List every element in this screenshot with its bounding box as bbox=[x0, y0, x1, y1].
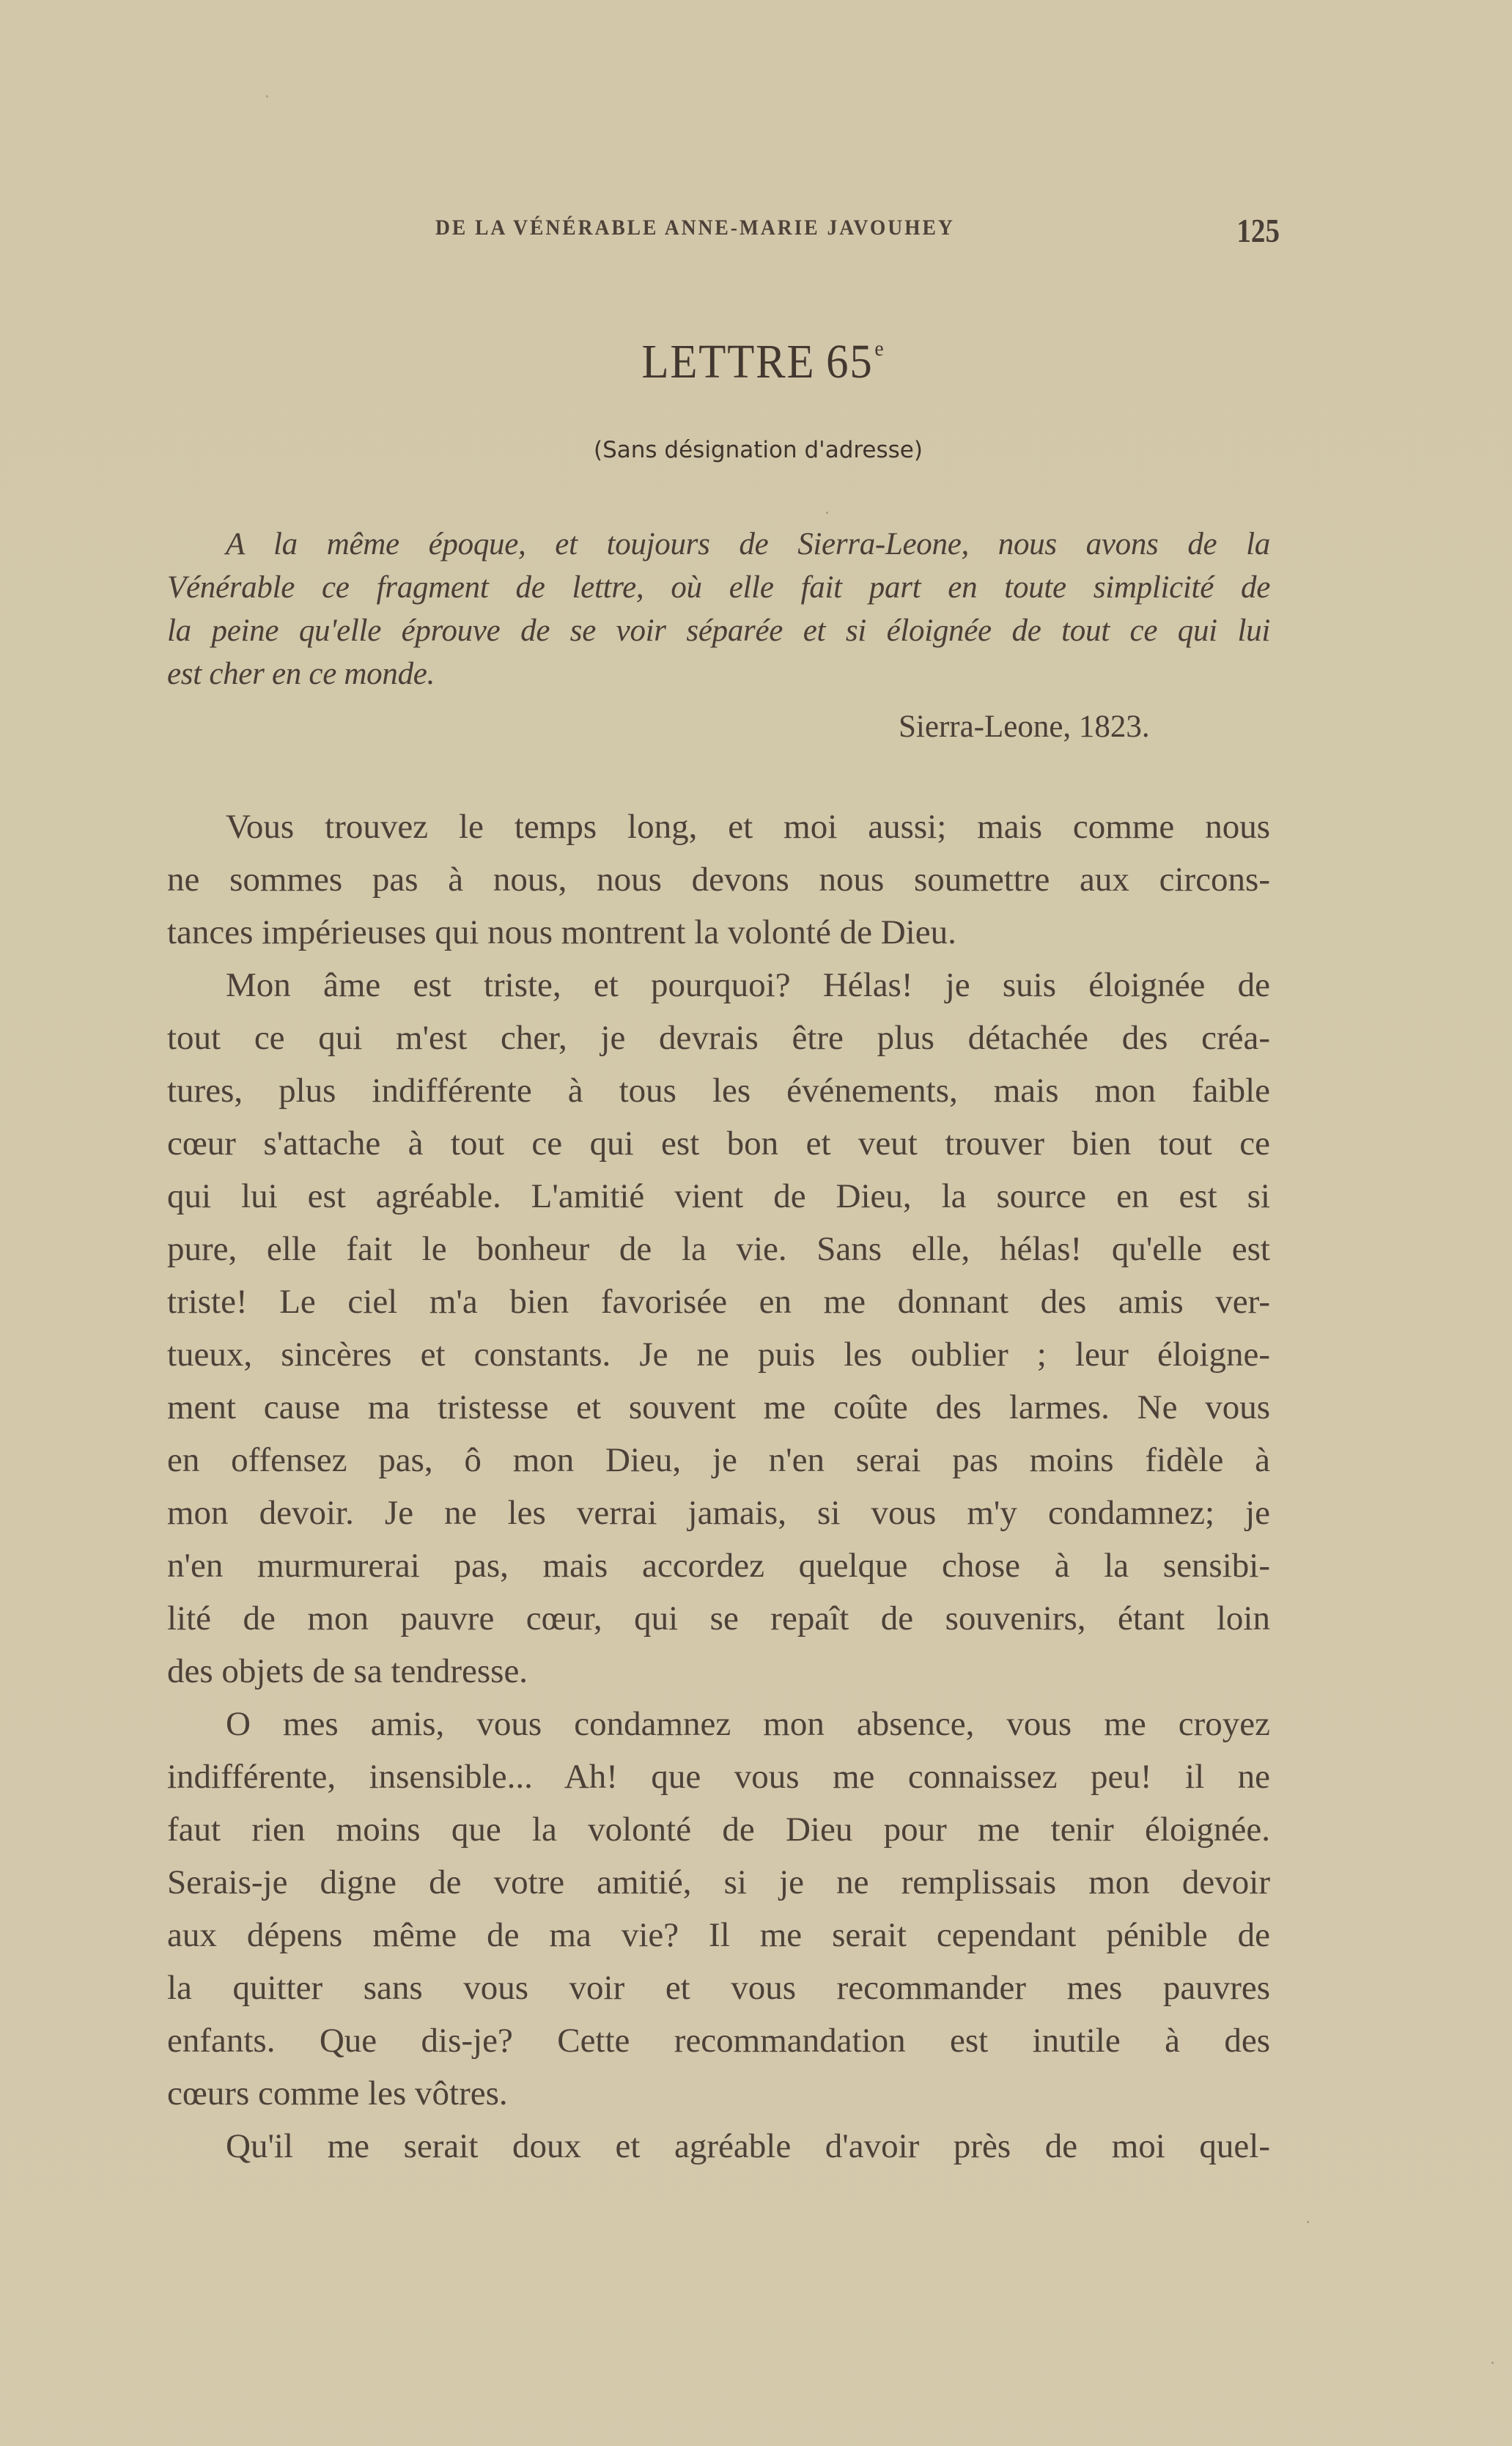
body-line: tout ce qui m'est cher, je devrais être plus détachée des créa- bbox=[167, 1019, 1270, 1057]
body-line: la quitter sans vous voir et vous recommander mes pauvres bbox=[167, 1969, 1270, 2007]
body-line: tueux, sincères et constants. Je ne puis les oublier ; leur éloigne- bbox=[167, 1336, 1270, 1374]
running-title: DE LA VÉNÉRABLE ANNE-MARIE JAVOUHEY bbox=[435, 216, 955, 240]
body-line: pure, elle fait le bonheur de la vie. Sans elle, hélas! qu'elle est bbox=[167, 1230, 1270, 1268]
body-line: cœurs comme les vôtres. bbox=[167, 2074, 508, 2112]
running-header bbox=[435, 212, 1280, 249]
letter-number: 65 bbox=[826, 335, 874, 388]
body-line: ment cause ma tristesse et souvent me coûte des larmes. Ne vous bbox=[167, 1388, 1270, 1426]
body-line: tures, plus indifférente à tous les événements, mais mon faible bbox=[167, 1072, 1270, 1110]
body-line: cœur s'attache à tout ce qui est bon et veut trouver bien tout ce bbox=[167, 1124, 1270, 1163]
paper-speck bbox=[826, 512, 828, 514]
body-line: qui lui est agréable. L'amitié vient de Dieu, la source en est si bbox=[167, 1177, 1270, 1215]
subtitle-text: (Sans désignation d'adresse) bbox=[594, 437, 923, 463]
body-line: mon devoir. Je ne les verrai jamais, si vous m'y condamnez; je bbox=[167, 1494, 1270, 1532]
body-line: indifférente, insensible... Ah! que vous me connaissez peu! il ne bbox=[167, 1758, 1270, 1796]
body-line: Mon âme est triste, et pourquoi? Hélas! je suis éloignée de bbox=[226, 966, 1270, 1004]
intro-line: est cher en ce monde. bbox=[167, 657, 435, 691]
intro-line: A la même époque, et toujours de Sierra-Leone, nous avons de la bbox=[226, 527, 1270, 561]
body-line: en offensez pas, ô mon Dieu, je n'en serai pas moins fidèle à bbox=[167, 1441, 1270, 1479]
body-line: n'en murmurerai pas, mais accordez quelque chose à la sensibi- bbox=[167, 1547, 1270, 1585]
paper-speck bbox=[266, 95, 268, 97]
letter-title-word: LETTRE bbox=[641, 335, 816, 388]
body-line: faut rien moins que la volonté de Dieu pour me tenir éloignée. bbox=[167, 1810, 1270, 1849]
body-line: Serais-je digne de votre amitié, si je ne remplissais mon devoir bbox=[167, 1863, 1270, 1901]
intro-line: Vénérable ce fragment de lettre, où elle fait part en toute simplicité de bbox=[167, 570, 1270, 605]
body-line: lité de mon pauvre cœur, qui se repaît de souvenirs, étant loin bbox=[167, 1599, 1270, 1638]
body-line: des objets de sa tendresse. bbox=[167, 1652, 528, 1690]
body-line: aux dépens même de ma vie? Il me serait cependant pénible de bbox=[167, 1916, 1270, 1954]
letter-title bbox=[0, 334, 1512, 390]
paper-speck bbox=[1491, 2362, 1494, 2364]
body-line: triste! Le ciel m'a bien favorisée en me donnant des amis ver- bbox=[167, 1283, 1270, 1321]
paper-speck bbox=[1307, 2221, 1309, 2223]
body-line: enfants. Que dis-je? Cette recommandation est inutile à des bbox=[167, 2022, 1270, 2060]
letter-number-superscript: e bbox=[874, 336, 885, 361]
body-line: Qu'il me serait doux et agréable d'avoir près de moi quel- bbox=[226, 2127, 1270, 2165]
letter-subtitle bbox=[0, 437, 1512, 463]
dateline: Sierra-Leone, 1823. bbox=[899, 710, 1150, 744]
body-line: Vous trouvez le temps long, et moi aussi; mais comme nous bbox=[226, 808, 1270, 846]
body-line: O mes amis, vous condamnez mon absence, vous me croyez bbox=[226, 1705, 1270, 1743]
body-line: ne sommes pas à nous, nous devons nous soumettre aux circons- bbox=[167, 861, 1270, 899]
body-line: tances impérieuses qui nous montrent la volonté de Dieu. bbox=[167, 913, 956, 951]
intro-line: la peine qu'elle éprouve de se voir séparée et si éloignée de tout ce qui lui bbox=[167, 614, 1270, 648]
page-number: 125 bbox=[1236, 212, 1280, 249]
